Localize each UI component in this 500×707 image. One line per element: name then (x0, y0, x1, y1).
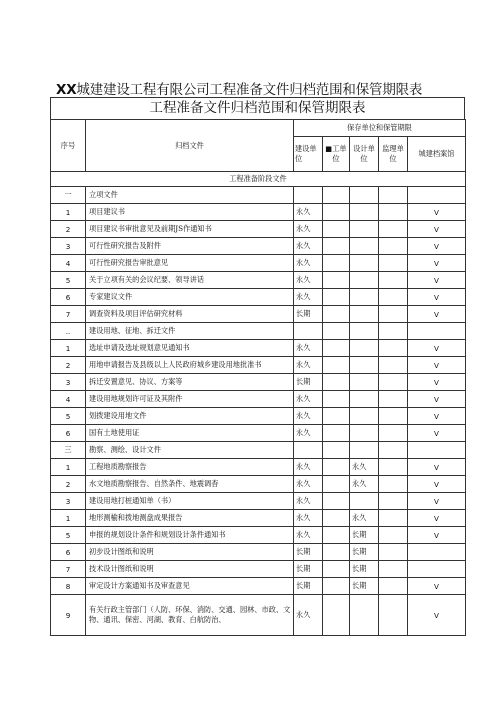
designer-period: 长期 (350, 578, 379, 595)
header-doc: 归档文件 (86, 120, 294, 172)
builder-period: 长期 (294, 306, 323, 323)
designer-period (350, 340, 379, 357)
table-title: 工程准备文件归档范围和保管期限表 (50, 97, 465, 119)
row-document: 专家建议文件 (86, 289, 294, 306)
table-body (51, 172, 466, 636)
contractor-period (323, 493, 350, 510)
row-document: 有关行政主管部门（人防、环保、消防、交通、园林、市政、文物、通讯、保密、河湖、教育、白航防治、 (86, 595, 294, 636)
contractor-period (323, 578, 350, 595)
supervisor-period (379, 578, 408, 595)
designer-period (350, 493, 379, 510)
designer-period (350, 357, 379, 374)
row-number: 3 (51, 374, 86, 391)
designer-period: 长期 (350, 527, 379, 544)
city-archive-mark: V (408, 357, 466, 374)
table-row (51, 527, 466, 544)
row-number: 1 (51, 459, 86, 476)
table-row (51, 459, 466, 476)
table-row (51, 374, 466, 391)
row-number: 6 (51, 425, 86, 442)
empty-cell (350, 187, 379, 204)
archive-table (50, 119, 466, 636)
header-city-archive: 城建档案馆 (408, 137, 466, 172)
empty-cell (294, 323, 323, 340)
city-archive-mark (408, 561, 466, 578)
group-number: 一 (51, 187, 86, 204)
row-document: 水文地质勘察报告、自然条件、地震调杳 (86, 476, 294, 493)
document-title-text: 城建建设工程有限公司工程准备文件归档范围和保管期限表 (76, 82, 423, 98)
city-archive-mark: V (408, 289, 466, 306)
row-number: 6 (51, 289, 86, 306)
contractor-period (323, 527, 350, 544)
row-number: 1 (51, 204, 86, 221)
contractor-period (323, 459, 350, 476)
builder-period: 永久 (294, 527, 323, 544)
table-row (51, 289, 466, 306)
table-row (51, 340, 466, 357)
empty-cell (408, 442, 466, 459)
row-number: 5 (51, 272, 86, 289)
builder-period: 永久 (294, 408, 323, 425)
table-row (51, 306, 466, 323)
city-archive-mark: V (408, 340, 466, 357)
group-name: 立项文件 (86, 187, 294, 204)
city-archive-mark: V (408, 595, 466, 636)
row-number: 7 (51, 561, 86, 578)
group-row (51, 187, 466, 204)
empty-cell (379, 187, 408, 204)
section-title: 工程准备阶段文件 (51, 172, 466, 187)
document-title (56, 78, 456, 98)
city-archive-mark: V (408, 306, 466, 323)
archive-table-container (50, 97, 465, 636)
builder-period: 永久 (294, 425, 323, 442)
group-name: 建设用地、征地、拆迁文件 (86, 323, 294, 340)
supervisor-period (379, 221, 408, 238)
contractor-period (323, 306, 350, 323)
contractor-period (323, 476, 350, 493)
city-archive-mark: V (408, 238, 466, 255)
city-archive-mark: V (408, 408, 466, 425)
empty-cell (379, 323, 408, 340)
city-archive-mark: V (408, 272, 466, 289)
row-document: 选址申请及选址规划意见通知书 (86, 340, 294, 357)
supervisor-period (379, 425, 408, 442)
empty-cell (323, 323, 350, 340)
supervisor-period (379, 527, 408, 544)
designer-period: 永久 (350, 459, 379, 476)
designer-period (350, 272, 379, 289)
supervisor-period (379, 595, 408, 636)
builder-period: 永久 (294, 221, 323, 238)
table-row (51, 357, 466, 374)
row-number: 7 (51, 306, 86, 323)
city-archive-mark: V (408, 578, 466, 595)
city-archive-mark: V (408, 425, 466, 442)
supervisor-period (379, 306, 408, 323)
city-archive-mark: V (408, 527, 466, 544)
builder-period: 永久 (294, 272, 323, 289)
builder-period: 永久 (294, 289, 323, 306)
contractor-period (323, 204, 350, 221)
row-document: 可行性研究报告及附件 (86, 238, 294, 255)
supervisor-period (379, 340, 408, 357)
contractor-period (323, 510, 350, 527)
row-number: 8 (51, 578, 86, 595)
row-number: 1 (51, 510, 86, 527)
supervisor-period (379, 289, 408, 306)
supervisor-period (379, 238, 408, 255)
contractor-period (323, 289, 350, 306)
row-number: 3 (51, 238, 86, 255)
row-number: 2 (51, 221, 86, 238)
designer-period (350, 289, 379, 306)
supervisor-period (379, 272, 408, 289)
table-row (51, 476, 466, 493)
document-title-prefix: XX (56, 82, 77, 98)
supervisor-period (379, 459, 408, 476)
empty-cell (350, 442, 379, 459)
header-supervisor: 监理单位 (379, 137, 408, 172)
row-document: 初步设计图纸和说明 (86, 544, 294, 561)
empty-cell (408, 187, 466, 204)
header-no: 序号 (51, 120, 86, 172)
city-archive-mark: V (408, 493, 466, 510)
row-document: 申报的规划设计条件和规划设计条件通知书 (86, 527, 294, 544)
supervisor-period (379, 408, 408, 425)
row-document: 划拨建设用地文件 (86, 408, 294, 425)
table-row (51, 561, 466, 578)
contractor-period (323, 238, 350, 255)
supervisor-period (379, 476, 408, 493)
row-document: 项目建议书审批意见及前期JS作通知书 (86, 221, 294, 238)
builder-period: 长期 (294, 578, 323, 595)
row-number: 1 (51, 340, 86, 357)
row-number: 4 (51, 391, 86, 408)
supervisor-period (379, 204, 408, 221)
table-row (51, 544, 466, 561)
row-document: 技术设计图纸和说明 (86, 561, 294, 578)
table-row (51, 578, 466, 595)
table-row (51, 425, 466, 442)
builder-period: 永久 (294, 340, 323, 357)
city-archive-mark: V (408, 476, 466, 493)
empty-cell (379, 442, 408, 459)
header-contractor: ■工单位 (323, 137, 350, 172)
builder-period: 长期 (294, 374, 323, 391)
city-archive-mark (408, 544, 466, 561)
city-archive-mark: V (408, 391, 466, 408)
city-archive-mark: V (408, 204, 466, 221)
builder-period: 永久 (294, 204, 323, 221)
supervisor-period (379, 561, 408, 578)
contractor-period (323, 340, 350, 357)
group-row (51, 442, 466, 459)
contractor-period (323, 595, 350, 636)
supervisor-period (379, 374, 408, 391)
supervisor-period (379, 255, 408, 272)
row-document: 关于立项有关的会议纪要、领导讲话 (86, 272, 294, 289)
builder-period: 永久 (294, 510, 323, 527)
row-number: 5 (51, 527, 86, 544)
designer-period: 永久 (350, 476, 379, 493)
builder-period: 永久 (294, 238, 323, 255)
contractor-period (323, 221, 350, 238)
table-row (51, 408, 466, 425)
designer-period (350, 204, 379, 221)
table-row (51, 493, 466, 510)
builder-period: 永久 (294, 391, 323, 408)
row-document: 审定设计方案通知书及审查意见 (86, 578, 294, 595)
designer-period: 长期 (350, 561, 379, 578)
row-document: 地形测榆和拨地测盘成果报告 (86, 510, 294, 527)
contractor-period (323, 374, 350, 391)
row-document: 项目建议书 (86, 204, 294, 221)
row-document: 工程地质勘察报告 (86, 459, 294, 476)
designer-period (350, 595, 379, 636)
builder-period: 永久 (294, 493, 323, 510)
builder-period: 长期 (294, 544, 323, 561)
designer-period (350, 306, 379, 323)
table-row (51, 595, 466, 636)
city-archive-mark: V (408, 374, 466, 391)
table-row (51, 204, 466, 221)
designer-period: 长期 (350, 544, 379, 561)
table-row (51, 510, 466, 527)
table-row (51, 391, 466, 408)
builder-period: 长期 (294, 561, 323, 578)
row-number: 4 (51, 255, 86, 272)
group-name: 勘察、测绘、设计文件 (86, 442, 294, 459)
header-builder: 建设单位 (294, 137, 323, 172)
empty-cell (294, 442, 323, 459)
supervisor-period (379, 544, 408, 561)
contractor-period (323, 425, 350, 442)
group-number: 三 (51, 442, 86, 459)
row-number: 6 (51, 544, 86, 561)
supervisor-period (379, 510, 408, 527)
table-row (51, 238, 466, 255)
builder-period: 永久 (294, 255, 323, 272)
empty-cell (323, 442, 350, 459)
city-archive-mark: V (408, 510, 466, 527)
row-document: 调查资料及项目评估研究材料 (86, 306, 294, 323)
contractor-period (323, 272, 350, 289)
table-row (51, 272, 466, 289)
designer-period: 永久 (350, 510, 379, 527)
contractor-period (323, 561, 350, 578)
group-number: .. (51, 323, 86, 340)
header-group: 保存单位和保管期限 (294, 120, 466, 137)
builder-period: 永久 (294, 357, 323, 374)
group-row (51, 323, 466, 340)
contractor-period (323, 391, 350, 408)
builder-period: 永久 (294, 459, 323, 476)
row-document: 用地申请报告及县级以上人民政府城乡建设用地批准书 (86, 357, 294, 374)
city-archive-mark: V (408, 255, 466, 272)
table-row (51, 221, 466, 238)
contractor-period (323, 544, 350, 561)
row-document: 建设用地打桩通知单（书） (86, 493, 294, 510)
designer-period (350, 374, 379, 391)
builder-period: 永久 (294, 595, 323, 636)
designer-period (350, 391, 379, 408)
empty-cell (294, 187, 323, 204)
table-row (51, 255, 466, 272)
empty-cell (323, 187, 350, 204)
designer-period (350, 408, 379, 425)
designer-period (350, 425, 379, 442)
row-number: 2 (51, 476, 86, 493)
empty-cell (350, 323, 379, 340)
supervisor-period (379, 391, 408, 408)
contractor-period (323, 357, 350, 374)
row-number: 3 (51, 493, 86, 510)
row-number: 2 (51, 357, 86, 374)
contractor-period (323, 408, 350, 425)
row-number: 5 (51, 408, 86, 425)
row-document: 国有土地使用证 (86, 425, 294, 442)
row-document: 拆迁安置意见、协议、方案等 (86, 374, 294, 391)
supervisor-period (379, 357, 408, 374)
header-designer: 设计单位 (350, 137, 379, 172)
designer-period (350, 255, 379, 272)
builder-period: 永久 (294, 476, 323, 493)
empty-cell (408, 323, 466, 340)
contractor-period (323, 255, 350, 272)
designer-period (350, 238, 379, 255)
row-document: 建设用地规划许可证及其附件 (86, 391, 294, 408)
row-document: 可行性研究报告审批意见 (86, 255, 294, 272)
city-archive-mark: V (408, 221, 466, 238)
city-archive-mark: V (408, 459, 466, 476)
designer-period (350, 221, 379, 238)
supervisor-period (379, 493, 408, 510)
row-number: 9 (51, 595, 86, 636)
